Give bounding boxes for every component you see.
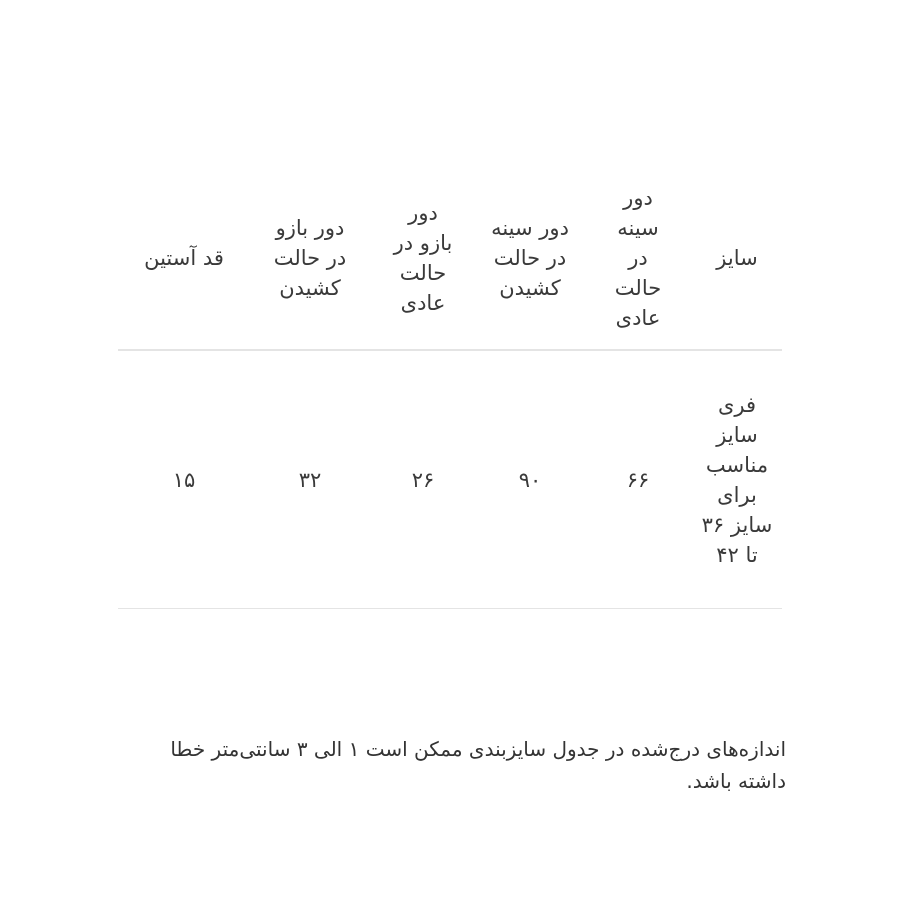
sizing-note: اندازه‌های درج‌شده در جدول سایزبندی ممکن است ۱ الی ۳ سانتی‌متر خطا داشته باشد. [170, 737, 786, 793]
header-sleeve-length [118, 166, 250, 350]
header-chest-normal [584, 166, 692, 350]
size-table-body [118, 350, 782, 609]
header-chest-stretched-label: دور سینه در حالت کشیدن [491, 215, 569, 300]
cell-chest-stretched [476, 350, 584, 609]
table-row [118, 350, 782, 609]
cell-chest-stretched-value: ۹۰ [518, 467, 542, 492]
header-chest-stretched [476, 166, 584, 350]
cell-sleeve-length-value: ۱۵ [172, 467, 196, 492]
cell-size-value: فری سایز مناسب برای سایز ۳۶ تا ۴۲ [701, 392, 773, 567]
header-chest-normal-label: دور سینه در حالت عادی [614, 185, 662, 330]
cell-sleeve-length [118, 350, 250, 609]
cell-arm-stretched [250, 350, 370, 609]
cell-arm-normal [370, 350, 476, 609]
header-row [118, 166, 782, 350]
header-arm-normal-label: دور بازو در حالت عادی [393, 200, 453, 315]
cell-chest-normal-value: ۶۶ [626, 467, 650, 492]
header-size [692, 166, 782, 350]
header-arm-stretched-label: دور بازو در حالت کشیدن [273, 215, 347, 300]
cell-size [692, 350, 782, 609]
header-arm-stretched [250, 166, 370, 350]
cell-chest-normal [584, 350, 692, 609]
cell-arm-stretched-value: ۳۲ [298, 467, 322, 492]
size-table [118, 166, 782, 609]
header-arm-normal [370, 166, 476, 350]
cell-arm-normal-value: ۲۶ [411, 467, 435, 492]
header-sleeve-length-label: قد آستین [144, 245, 224, 270]
header-size-label: سایز [716, 245, 758, 270]
size-table-header [118, 166, 782, 350]
